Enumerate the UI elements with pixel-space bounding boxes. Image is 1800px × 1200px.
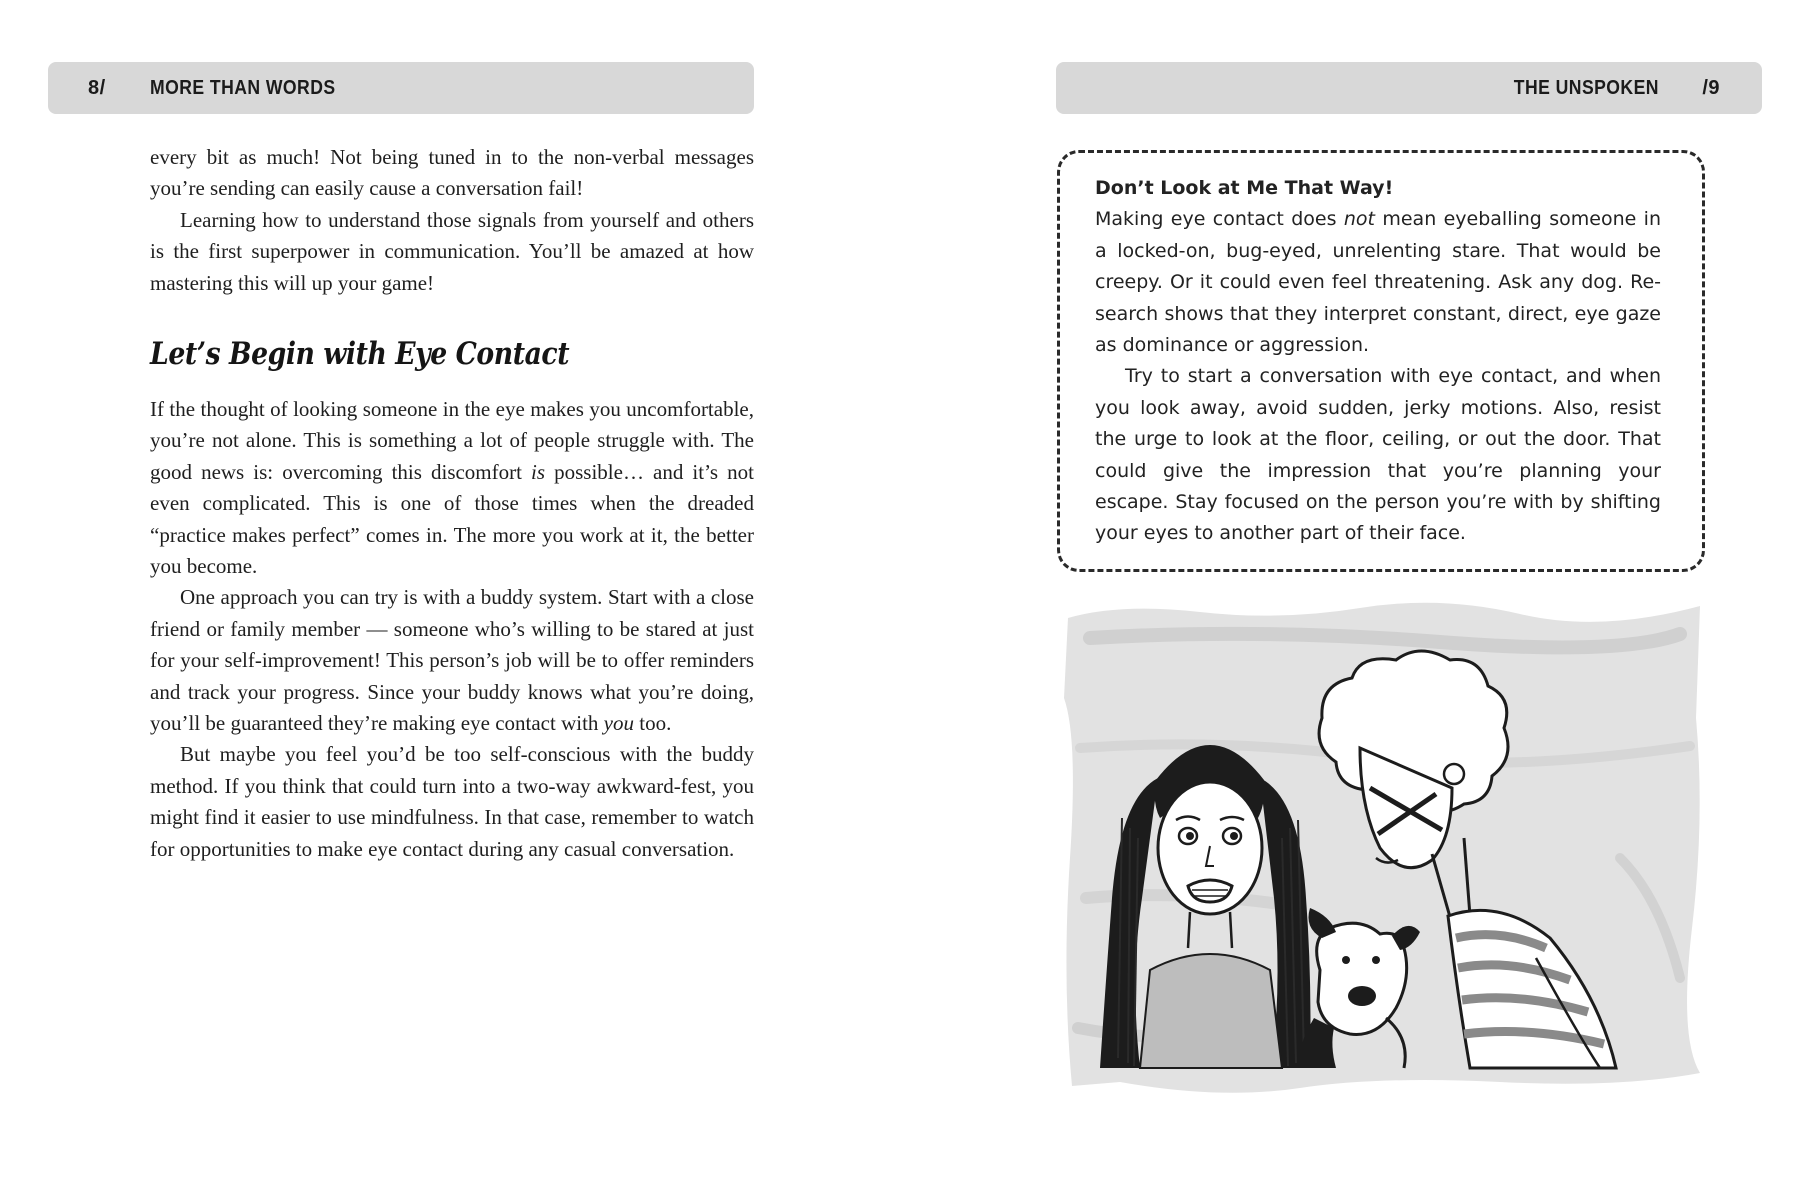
sidebar-title: Don’t Look at Me That Way! (1095, 177, 1394, 199)
right-running-header (1056, 62, 1762, 114)
sidebar-paragraph-1 (1095, 204, 1661, 361)
body-paragraph-3: But maybe you feel you’d be too self-conscious with the buddy method. If you think that could turn into a two-way awkward-fest, you might find it easier to use mindfulness. In that case, remember to watch for opportunities to make eye contact during any casual conversation. (150, 742, 754, 861)
intro-paragraph-2: Learning how to understand those signals from yourself and others is the first superpower in communication. You’ll be amazed at how mastering this will up your game! (150, 207, 754, 295)
sidebar-paragraph-1-part1: Making eye contact does (1095, 208, 1344, 231)
body-paragraph-1-part2: possible… and it’s not even complicated. This is one of those times when the dreaded “practice makes perfect” comes in. The more you work at it, the better you become. (150, 459, 754, 579)
body-paragraph-1-part1: If the thought of looking someone in the eye makes you uncomfortable, you’re not alone. This is something a lot of people struggle with. The good news is: overcoming this discomfort (150, 397, 754, 484)
right-page (900, 0, 1800, 1200)
body-paragraph-1-emphasis: is (531, 459, 546, 484)
body-paragraph-2 (150, 582, 754, 739)
sidebar-paragraph-1-emphasis: not (1343, 208, 1375, 231)
left-running-title: MORE THAN WORDS (150, 77, 336, 99)
left-page-number: 8/ (88, 77, 106, 99)
section-heading: Let’s Begin with Eye Contact (150, 336, 570, 372)
right-running-title: THE UNSPOKEN (1513, 77, 1659, 99)
illustration-drawing (1060, 598, 1705, 1093)
body-paragraph-2-part1: One approach you can try is with a buddy system. Start with a close friend or family member — someone who’s willing to be stared at just for your self-improvement! This person’s job will be to offer reminders and track your progress. Since your buddy knows what you’re doing, you’ll be guaranteed they’re making eye contact with (150, 585, 754, 736)
left-running-header (48, 62, 754, 114)
sidebar-paragraph-2: Try to start a conversation with eye contact, and when you look away, avoid sudden, jerky motions. Also, resist the urge to look at the floor, ceiling, or out the door. That could give the impression that you’re planning your escape. Stay focused on the person you’re with by shifting your eyes to another part of their face. (1095, 365, 1661, 545)
main-text (150, 394, 754, 865)
intro-paragraph-1: every bit as much! Not being tuned in to the non-verbal messages you’re sending can easily cause a conversation fail! (150, 145, 754, 201)
body-paragraph-1 (150, 394, 754, 582)
body-paragraph-2-part2: too. (633, 711, 672, 736)
body-paragraph-2-emphasis: you (603, 711, 634, 736)
sidebar-box (1057, 150, 1705, 572)
sidebar-paragraph-1-part2: mean eyeballing someone in a locked-on, bug-eyed, unrelenting stare. That would be creepy. Or it could even feel threatening. Ask any dog. Research shows that they interpret constant, direct, eye gaze as dominance or aggression. (1095, 208, 1661, 357)
right-page-number: /9 (1702, 77, 1720, 99)
sidebar-content (1095, 173, 1661, 550)
illustration (1060, 598, 1705, 1093)
intro-text (150, 142, 754, 299)
